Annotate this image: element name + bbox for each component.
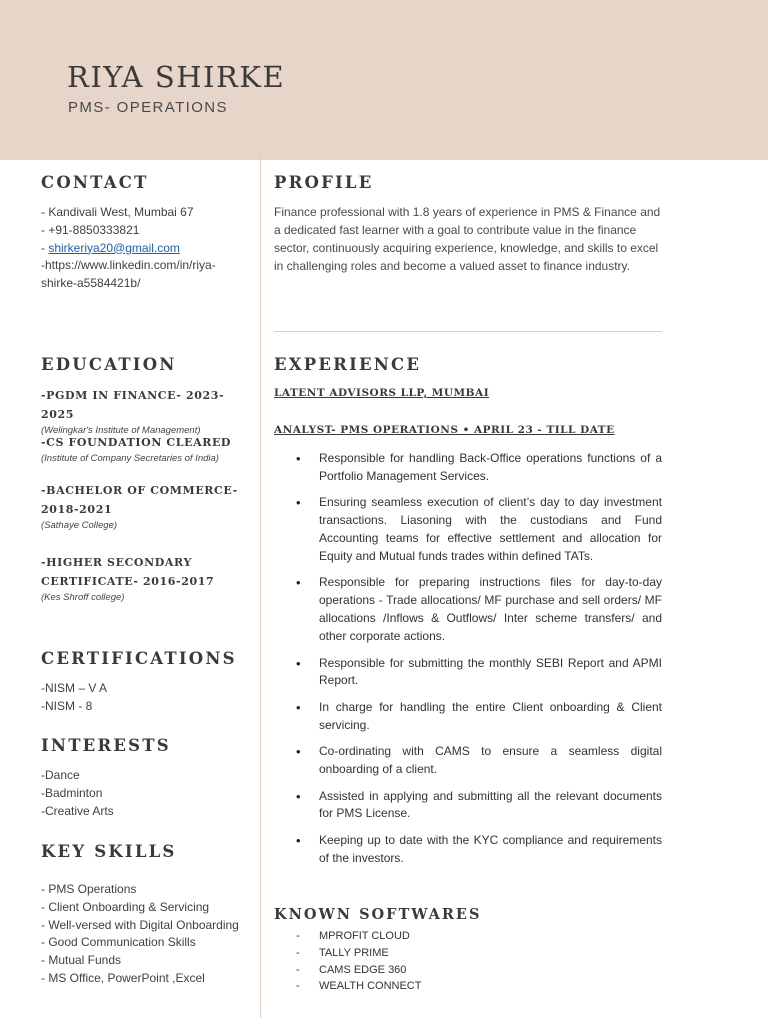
education-item-institution: (Welingkar's Institute of Management) xyxy=(41,425,201,436)
contact-phone: - +91-8850333821 xyxy=(41,222,140,237)
softwares-list xyxy=(296,928,421,995)
list-item: - WEALTH CONNECT xyxy=(296,978,421,995)
list-item: - MPROFIT CLOUD xyxy=(296,928,421,945)
contact-block xyxy=(41,204,216,293)
education-item-title: -PGDM IN FINANCE- 2023-2025 xyxy=(41,389,225,421)
contact-linkedin-line-1: -https://www.linkedin.com/in/riya- xyxy=(41,258,216,273)
certifications-heading: CERTIFICATIONS xyxy=(41,649,237,668)
profile-heading: PROFILE xyxy=(274,173,374,192)
education-item-institution: (Sathaye College) xyxy=(41,520,118,531)
contact-email-line xyxy=(41,240,216,258)
header-band xyxy=(0,0,768,160)
education-item xyxy=(41,433,251,465)
email-link[interactable]: shirkeriya20@gmail.com xyxy=(48,240,180,255)
profile-divider xyxy=(274,331,662,332)
list-item: - CAMS EDGE 360 xyxy=(296,962,421,979)
email-prefix: - xyxy=(41,240,49,255)
education-item-title: -BACHELOR OF COMMERCE- 2018-2021 xyxy=(41,484,238,516)
known-softwares-heading: KNOWN SOFTWARES xyxy=(274,906,482,923)
list-item: -Creative Arts xyxy=(41,803,114,818)
education-item-title: -HIGHER SECONDARY CERTIFICATE- 2016-2017 xyxy=(41,556,215,588)
list-item: • Responsible for preparing instructions files for day-to-day operations - Trade allocations/ MF purchase and sell orders/ MF allocations /Inflows & Outflows/ Inter scheme transfers/ and other corporate actions. xyxy=(296,574,662,646)
interests-list xyxy=(41,767,114,820)
experience-bullets xyxy=(296,450,662,876)
certifications-list xyxy=(41,680,107,716)
candidate-role: PMS- OPERATIONS xyxy=(68,99,228,116)
list-item: - TALLY PRIME xyxy=(296,945,421,962)
list-item: - Mutual Funds xyxy=(41,953,122,968)
list-item: • Responsible for submitting the monthly SEBI Report and APMI Report. xyxy=(296,655,662,691)
profile-summary: Finance professional with 1.8 years of experience in PMS & Finance and a dedicated fast learner with a goal to contribute value in the finance sector, continuously acquiring experience, knowledge, and skills to excel in challenging roles and become a valued asset to finance industry. xyxy=(274,205,661,273)
candidate-name: RIYA SHIRKE xyxy=(67,60,286,94)
list-item: - Client Onboarding & Servicing xyxy=(41,899,210,914)
key-skills-heading: KEY SKILLS xyxy=(41,842,177,861)
company-name: LATENT ADVISORS LLP, MUMBAI xyxy=(274,387,490,399)
education-item xyxy=(41,481,241,532)
key-skills-list xyxy=(41,881,239,988)
education-item-institution: (Institute of Company Secretaries of India) xyxy=(41,453,219,464)
experience-heading: EXPERIENCE xyxy=(274,355,422,374)
list-item: - Well-versed with Digital Onboarding xyxy=(41,917,239,932)
job-position: ANALYST- PMS OPERATIONS • APRIL 23 - TILL DATE xyxy=(274,424,615,436)
column-divider xyxy=(260,152,261,1018)
education-item-institution: (Kes Shroff college) xyxy=(41,592,125,603)
list-item: • Responsible for handling Back-Office operations functions of a Portfolio Management Services. xyxy=(296,450,662,486)
list-item: • Co-ordinating with CAMS to ensure a seamless digital onboarding of a client. xyxy=(296,743,662,779)
list-item: • Assisted in applying and submitting all the relevant documents for PMS License. xyxy=(296,788,662,824)
list-item: - PMS Operations xyxy=(41,882,137,896)
list-item: -Dance xyxy=(41,768,80,782)
list-item: -Badminton xyxy=(41,785,103,800)
education-item xyxy=(41,386,251,437)
education-item xyxy=(41,553,226,604)
contact-linkedin-line-2: shirke-a5584421b/ xyxy=(41,276,141,291)
list-item: • In charge for handling the entire Client onboarding & Client servicing. xyxy=(296,699,662,735)
list-item: • Keeping up to date with the KYC compliance and requirements of the investors. xyxy=(296,832,662,868)
list-item: -NISM - 8 xyxy=(41,698,93,713)
list-item: -NISM – V A xyxy=(41,681,108,695)
list-item: - MS Office, PowerPoint ,Excel xyxy=(41,970,205,985)
education-heading: EDUCATION xyxy=(41,355,177,374)
list-item: • Ensuring seamless execution of client’s day to day investment transactions. Liasoning with the custodians and Fund Accounting teams for effective settlement and allocation for Equity and Mutual funds trades within defined TATs. xyxy=(296,494,662,566)
list-item: - Good Communication Skills xyxy=(41,935,196,950)
interests-heading: INTERESTS xyxy=(41,736,171,755)
contact-heading: CONTACT xyxy=(41,173,149,192)
contact-address: - Kandivali West, Mumbai 67 xyxy=(41,205,194,219)
education-item-title: -CS FOUNDATION CLEARED xyxy=(41,436,232,449)
